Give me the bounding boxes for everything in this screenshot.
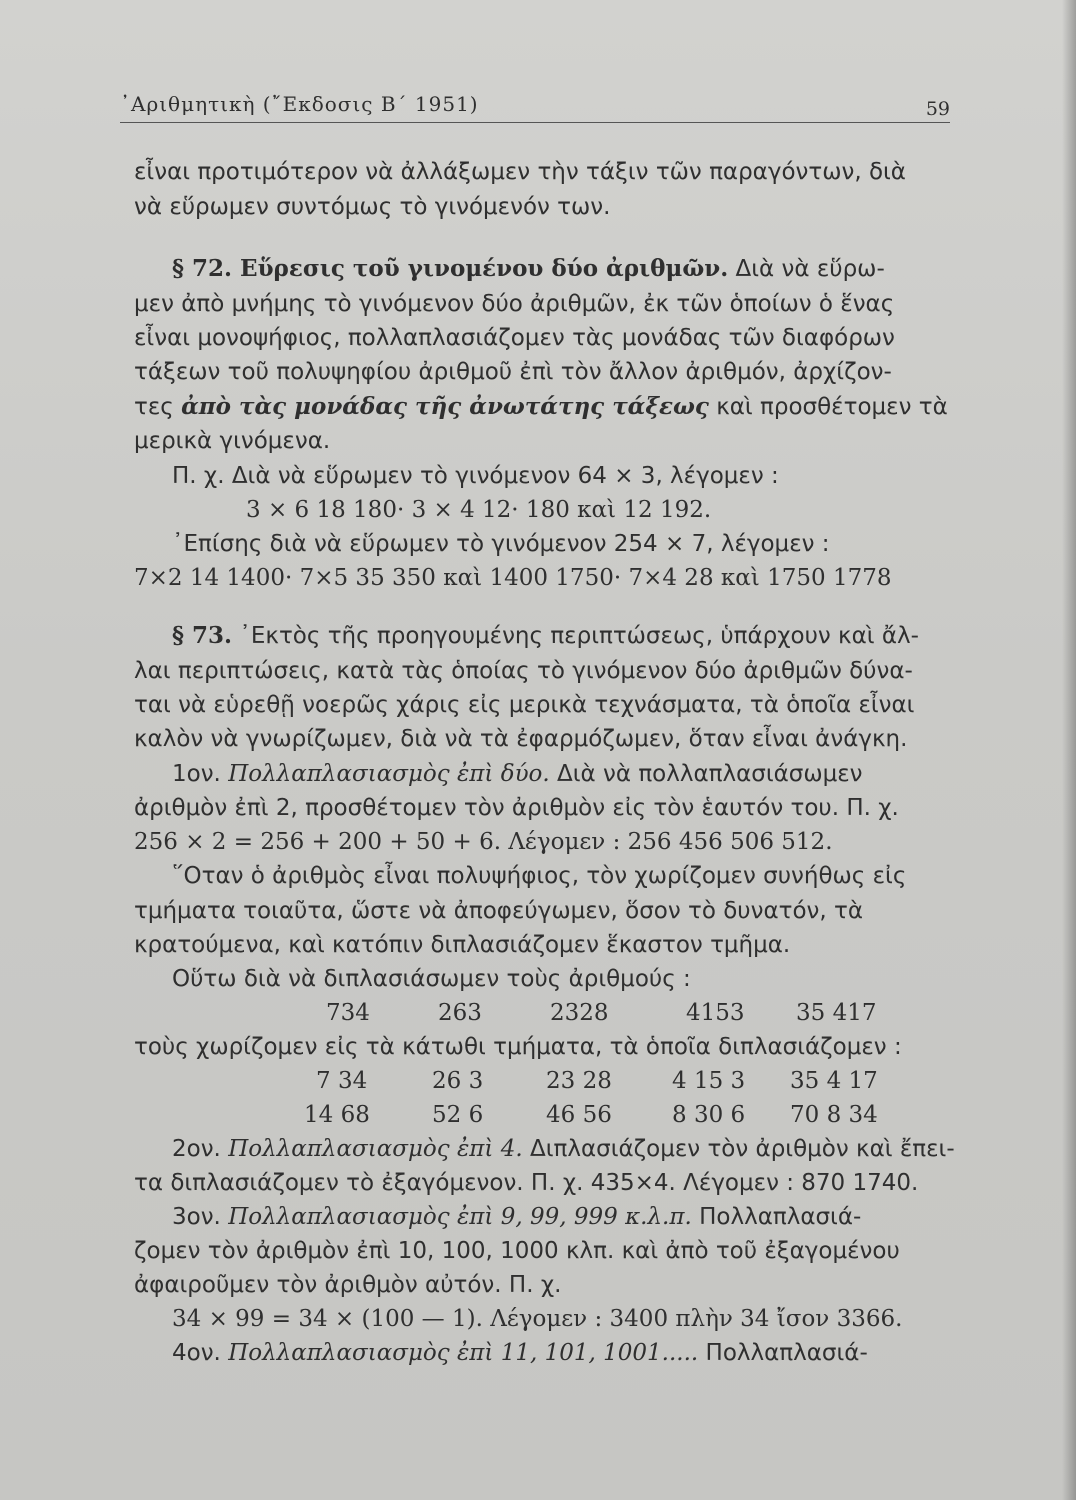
table-cell: 4 15 3 bbox=[672, 1068, 746, 1094]
table-cell: 734 bbox=[326, 1000, 370, 1026]
text-line bbox=[134, 391, 948, 423]
table-cell: 70 8 34 bbox=[790, 1102, 878, 1128]
case-3-line bbox=[172, 1201, 861, 1233]
page-number: 59 bbox=[925, 98, 950, 120]
table-cell: 2328 bbox=[550, 1000, 609, 1026]
table-cell: 14 68 bbox=[304, 1102, 370, 1128]
table-cell: 35 4 17 bbox=[790, 1068, 878, 1094]
example-line: Π. χ. Διὰ νὰ εὕρωμεν τὸ γινόμενον 64 × 3, λέγομεν : bbox=[172, 463, 779, 489]
table-cell: 263 bbox=[438, 1000, 482, 1026]
case-4-line bbox=[172, 1337, 868, 1369]
text-line: τμήματα τοιαῦτα, ὥστε νὰ ἀποφεύγωμεν, ὅσον τὸ δυνατόν, τὰ bbox=[134, 898, 864, 924]
text-fragment: Πολλαπλασιά- bbox=[705, 1340, 868, 1366]
table-cell: 7 34 bbox=[316, 1068, 368, 1094]
text-line: κρατούμενα, καὶ κατόπιν διπλασιάζομεν ἕκαστον τμῆμα. bbox=[134, 932, 791, 958]
case-title: Πολλαπλασιασμὸς ἐπὶ 11, 101, 1001..... bbox=[228, 1340, 699, 1366]
table-cell: 23 28 bbox=[546, 1068, 612, 1094]
text-line: καλὸν νὰ γνωρίζωμεν, διὰ νὰ τὰ ἐφαρμόζωμεν, ὅταν εἶναι ἀνάγκη. bbox=[134, 726, 908, 752]
text-line: εἶναι μονοψήφιος, πολλαπλασιάζομεν τὰς μονάδας τῶν διαφόρων bbox=[134, 325, 895, 351]
text-line: ζομεν τὸν ἀριθμὸν ἐπὶ 10, 100, 1000 κλπ. καὶ ἀπὸ τοῦ ἐξαγομένου bbox=[134, 1238, 900, 1264]
case-title: Πολλαπλασιασμὸς ἐπὶ 9, 99, 999 κ.λ.π. bbox=[228, 1204, 692, 1230]
case-label: 2ον. bbox=[172, 1136, 221, 1162]
text-fragment: Διὰ νὰ εὕρω- bbox=[735, 256, 885, 282]
section-73-line bbox=[172, 620, 919, 652]
section-72-line bbox=[172, 253, 885, 285]
table-cell: 35 417 bbox=[796, 1000, 877, 1026]
text-line: τοὺς χωρίζομεν εἰς τὰ κάτωθι τμήματα, τὰ ὁποῖα διπλασιάζομεν : bbox=[134, 1034, 902, 1060]
text-fragment: Πολλαπλασιά- bbox=[699, 1204, 862, 1230]
table-cell: 4153 bbox=[686, 1000, 745, 1026]
text-line: τα διπλασιάζομεν τὸ ἐξαγόμενον. Π. χ. 435×4. Λέγομεν : 870 1740. bbox=[134, 1170, 919, 1196]
text-line: ἀριθμὸν ἐπὶ 2, προσθέτομεν τὸν ἀριθμὸν εἰς τὸν ἑαυτόν του. Π. χ. bbox=[134, 795, 899, 821]
section-72-heading: § 72. Εὕρεσις τοῦ γινομένου δύο ἀριθμῶν. bbox=[172, 255, 729, 282]
case-2-line bbox=[172, 1133, 955, 1165]
text-line: ῞Οταν ὁ ἀριθμὸς εἶναι πολυψήφιος, τὸν χωρίζομεν συνήθως εἰς bbox=[172, 863, 907, 889]
example-calc: 3 × 6 18 180· 3 × 4 12· 180 καὶ 12 192. bbox=[246, 497, 712, 523]
text-fragment: τες bbox=[134, 394, 174, 420]
table-cell: 46 56 bbox=[546, 1102, 612, 1128]
running-header bbox=[120, 92, 950, 132]
header-rule bbox=[120, 122, 950, 123]
text-line: μεν ἀπὸ μνήμης τὸ γινόμενον δύο ἀριθμῶν, ἐκ τῶν ὁποίων ὁ ἕνας bbox=[134, 291, 895, 317]
page-edge-shadow bbox=[1062, 0, 1076, 1500]
text-line: Οὕτω διὰ νὰ διπλασιάσωμεν τοὺς ἀριθμούς : bbox=[172, 966, 691, 992]
text-fragment: ᾿Εκτὸς τῆς προηγουμένης περιπτώσεως, ὑπάρχουν καὶ ἄλ- bbox=[239, 623, 919, 649]
case-title: Πολλαπλασιασμὸς ἐπὶ 4. bbox=[228, 1136, 523, 1162]
text-line: τάξεων τοῦ πολυψηφίου ἀριθμοῦ ἐπὶ τὸν ἄλλον ἀριθμόν, ἀρχίζον- bbox=[134, 359, 892, 385]
text-fragment: Διὰ νὰ πολλαπλασιάσωμεν bbox=[557, 761, 863, 787]
case-label: 4ον. bbox=[172, 1340, 221, 1366]
text-fragment: καὶ προσθέτομεν τὰ bbox=[716, 394, 948, 420]
table-cell: 8 30 6 bbox=[672, 1102, 746, 1128]
section-73-heading: § 73. bbox=[172, 622, 233, 649]
text-line: ται νὰ εὑρεθῇ νοερῶς χάρις εἰς μερικὰ τεχνάσματα, τὰ ὁποῖα εἶναι bbox=[134, 692, 915, 718]
case-label: 1ον. bbox=[172, 761, 221, 787]
case-title: Πολλαπλασιασμὸς ἐπὶ δύο. bbox=[228, 761, 550, 787]
case-1-line bbox=[172, 758, 863, 790]
text-line: λαι περιπτώσεις, κατὰ τὰς ὁποίας τὸ γινόμενον δύο ἀριθμῶν δύνα- bbox=[134, 658, 913, 684]
header-title: ᾿Αριθμητικὴ (῎Εκδοσις Β΄ 1951) bbox=[120, 92, 479, 116]
formula-line: 256 × 2 = 256 + 200 + 50 + 6. Λέγομεν : 256 456 506 512. bbox=[134, 829, 833, 855]
case-label: 3ον. bbox=[172, 1204, 221, 1230]
emphasis-text: ἀπὸ τὰς μονάδας τῆς ἀνωτάτης τάξεως bbox=[181, 393, 709, 420]
text-fragment: Διπλασιάζομεν τὸν ἀριθμὸν καὶ ἔπει- bbox=[530, 1136, 955, 1162]
text-line: εἶναι προτιμότερον νὰ ἀλλάξωμεν τὴν τάξιν τῶν παραγόντων, διὰ bbox=[134, 159, 906, 185]
example-line: ᾿Επίσης διὰ νὰ εὕρωμεν τὸ γινόμενον 254 × 7, λέγομεν : bbox=[172, 531, 830, 557]
text-line: ἀφαιροῦμεν τὸν ἀριθμὸν αὐτόν. Π. χ. bbox=[134, 1272, 562, 1298]
text-line: μερικὰ γινόμενα. bbox=[134, 428, 331, 454]
text-line: νὰ εὕρωμεν συντόμως τὸ γινόμενόν των. bbox=[134, 194, 611, 220]
example-calc: 7×2 14 1400· 7×5 35 350 καὶ 1400 1750· 7×4 28 καὶ 1750 1778 bbox=[134, 565, 892, 591]
table-cell: 52 6 bbox=[432, 1102, 484, 1128]
formula-line: 34 × 99 = 34 × (100 — 1). Λέγομεν : 3400 πλὴν 34 ἴσον 3366. bbox=[172, 1306, 903, 1332]
table-cell: 26 3 bbox=[432, 1068, 484, 1094]
